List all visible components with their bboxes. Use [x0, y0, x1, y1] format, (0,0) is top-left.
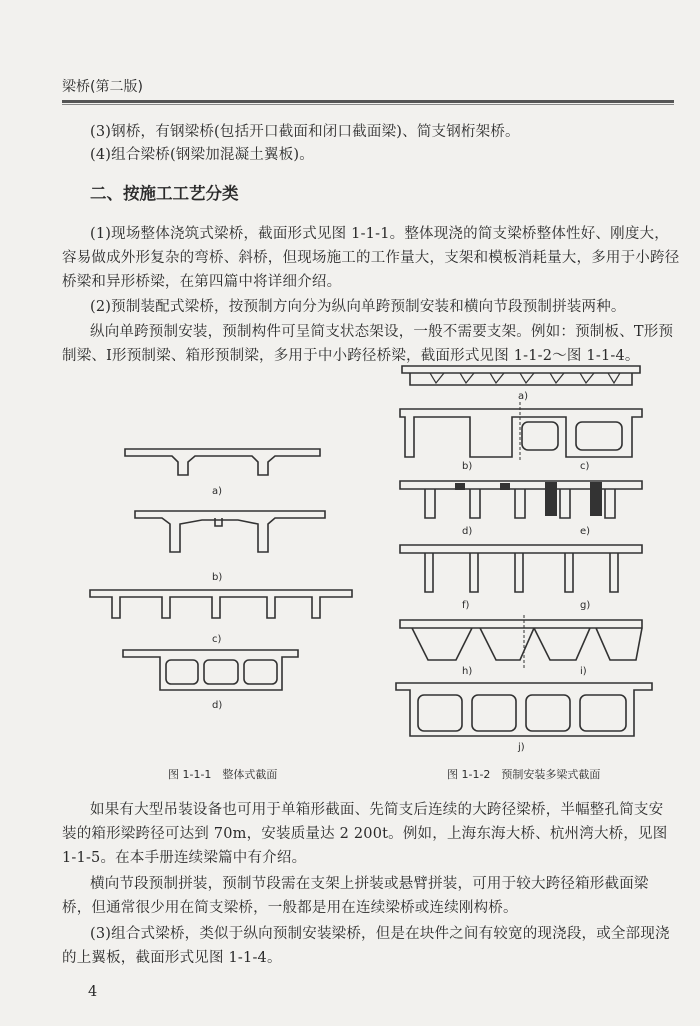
- left-fig-label: a): [212, 486, 223, 497]
- page-number: 4: [88, 984, 98, 1000]
- intro-line: (3)钢桥，有钢梁桥(包括开口截面和闭口截面梁)、简支钢桁架桥。: [90, 124, 520, 140]
- body-line: 纵向单跨预制安装，预制构件可呈简支状态架设，一般不需要支架。例如：预制板、T形预: [90, 324, 674, 340]
- figure-caption-right: 图 1-1-2 预制安装多梁式截面: [447, 768, 601, 781]
- body-line: 1-1-5。在本手册连续梁篇中有介绍。: [62, 850, 307, 866]
- figure-caption-left: 图 1-1-1 整体式截面: [168, 768, 278, 781]
- body-line: 容易做成外形复杂的弯桥、斜桥，但现场施工的工作量大，支架和模板消耗量大，多用于小跨径: [62, 250, 680, 266]
- left-fig-c-section: [90, 590, 352, 618]
- right-fig-label: c): [580, 461, 590, 472]
- right-fig-hi-section: [400, 620, 642, 660]
- intro-line: (4)组合梁桥(钢梁加混凝土翼板)。: [90, 147, 314, 163]
- right-fig-label: h): [462, 666, 473, 677]
- body-line: 横向节段预制拼装，预制节段需在支架上拼装或悬臂拼装，可用于较大跨径箱形截面梁: [90, 876, 649, 892]
- left-fig-label: d): [212, 700, 223, 711]
- right-fig-label: b): [462, 461, 473, 472]
- right-fig-label: i): [580, 666, 587, 677]
- section-heading: 二、按施工工艺分类: [90, 184, 239, 203]
- body-line: (3)组合式梁桥，类似于纵向预制安装梁桥，但是在块件之间有较宽的现浇段，或全部现浇: [90, 926, 670, 942]
- right-fig-label: e): [580, 526, 591, 537]
- body-line: (2)预制装配式梁桥，按预制方向分为纵向单跨预制安装和横向节段预制拼装两种。: [90, 299, 626, 315]
- left-fig-a-section: [125, 449, 320, 475]
- right-fig-de-section: [400, 481, 642, 518]
- body-line: 桥梁和异形桥梁，在第四篇中将详细介绍。: [62, 274, 342, 290]
- left-fig-b-section: [135, 511, 325, 552]
- right-fig-label: f): [462, 600, 470, 611]
- right-fig-label: d): [462, 526, 473, 537]
- right-fig-label: j): [518, 742, 525, 753]
- body-line: 如果有大型吊装设备也可用于单箱形截面、先简支后连续的大跨径梁桥，半幅整孔简支安: [90, 802, 664, 818]
- right-fig-fg-section: [400, 545, 642, 592]
- right-fig-label: a): [518, 391, 529, 402]
- running-header: 梁桥(第二版): [62, 79, 143, 95]
- right-fig-label: g): [580, 600, 591, 611]
- body-line: 装的箱形梁跨径可达到 70m，安装质量达 2 200t。例如，上海东海大桥、杭州湾大桥，见图: [62, 826, 668, 842]
- left-fig-label: b): [212, 572, 223, 583]
- body-line: 的上翼板，截面形式见图 1-1-4。: [62, 950, 282, 966]
- body-line: 制梁、I形预制梁、箱形预制梁，多用于中小跨径桥梁，截面形式见图 1-1-2～图 1-1-4。: [62, 348, 640, 364]
- body-line: (1)现场整体浇筑式梁桥，截面形式见图 1-1-1。整体现浇的简支梁桥整体性好、刚度大，: [90, 226, 669, 242]
- right-fig-j-section: [396, 683, 652, 736]
- left-fig-label: c): [212, 634, 222, 645]
- body-line: 桥，但通常很少用在简支梁桥，一般都是用在连续梁桥或连续刚构桥。: [62, 900, 518, 916]
